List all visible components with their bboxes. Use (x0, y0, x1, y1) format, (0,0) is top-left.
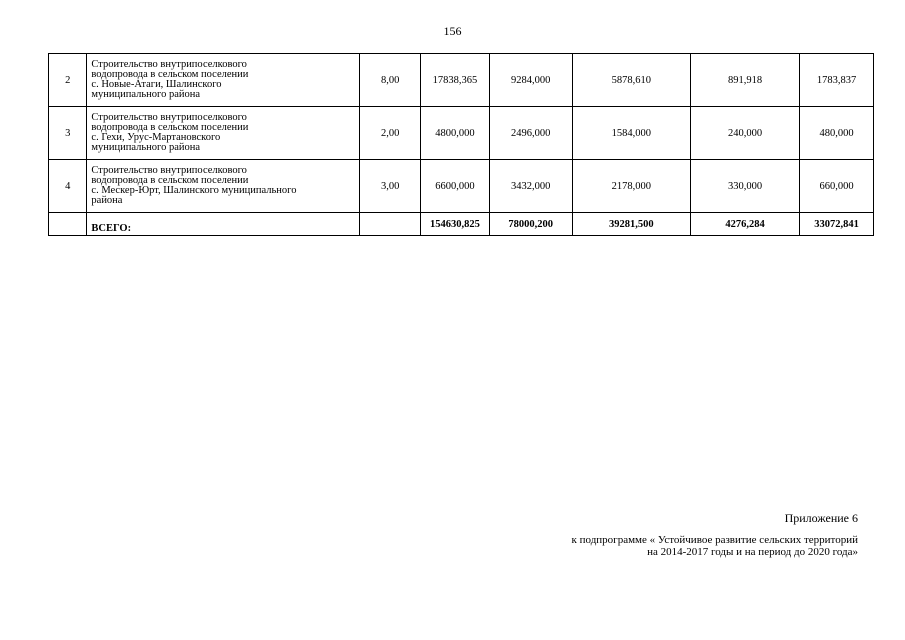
project-name-line: муниципального района (91, 89, 201, 100)
value-cell: 480,000 (800, 107, 874, 160)
length-cell: 8,00 (360, 54, 421, 107)
total-value-cell: 39281,500 (572, 213, 690, 236)
value-cell: 5878,610 (572, 54, 690, 107)
appendix-subtitle-line: к подпрограмме « Устойчивое развитие сельских территорий (571, 534, 858, 546)
value-cell: 4800,000 (421, 107, 490, 160)
project-name-line: района (91, 195, 123, 206)
value-cell: 660,000 (800, 160, 874, 213)
project-name-line: муниципального района (91, 142, 201, 153)
project-name-line: водопровода в сельском поселении (91, 175, 249, 186)
value-cell: 2496,000 (489, 107, 572, 160)
value-cell: 2178,000 (572, 160, 690, 213)
length-cell: 2,00 (360, 107, 421, 160)
value-cell: 330,000 (690, 160, 799, 213)
total-value-cell: 33072,841 (800, 213, 874, 236)
value-cell: 6600,000 (421, 160, 490, 213)
row-number: 2 (49, 54, 87, 107)
project-name-line: водопровода в сельском поселении (91, 69, 249, 80)
project-name (87, 54, 360, 107)
project-name-line: с. Мескер-Юрт, Шалинского муниципального (91, 185, 297, 196)
total-row (49, 213, 874, 236)
total-value-cell: 154630,825 (421, 213, 490, 236)
project-name-line: Строительство внутрипоселкового (91, 112, 247, 123)
project-name-line: Строительство внутрипоселкового (91, 59, 247, 70)
total-value-cell: 4276,284 (690, 213, 799, 236)
value-cell: 1783,837 (800, 54, 874, 107)
project-name-line: Строительство внутрипоселкового (91, 165, 247, 176)
project-name (87, 160, 360, 213)
total-number-cell (49, 213, 87, 236)
value-cell: 17838,365 (421, 54, 490, 107)
value-cell: 3432,000 (489, 160, 572, 213)
length-cell: 3,00 (360, 160, 421, 213)
project-name (87, 107, 360, 160)
total-length-cell (360, 213, 421, 236)
value-cell: 1584,000 (572, 107, 690, 160)
table-row (49, 160, 874, 213)
value-cell: 891,918 (690, 54, 799, 107)
value-cell: 240,000 (690, 107, 799, 160)
project-name-line: с. Гехи, Урус-Мартановского (91, 132, 221, 143)
table-row (49, 107, 874, 160)
row-number: 4 (49, 160, 87, 213)
table-row (49, 54, 874, 107)
budget-table (48, 53, 874, 236)
project-name-line: с. Новые-Атаги, Шалинского (91, 79, 222, 90)
total-value-cell: 78000,200 (489, 213, 572, 236)
row-number: 3 (49, 107, 87, 160)
total-label: ВСЕГО: (87, 213, 360, 236)
page-number: 156 (443, 24, 462, 38)
appendix-subtitle-line: на 2014-2017 годы и на период до 2020 года» (647, 546, 858, 558)
value-cell: 9284,000 (489, 54, 572, 107)
appendix-title: Приложение 6 (784, 511, 858, 525)
project-name-line: водопровода в сельском поселении (91, 122, 249, 133)
